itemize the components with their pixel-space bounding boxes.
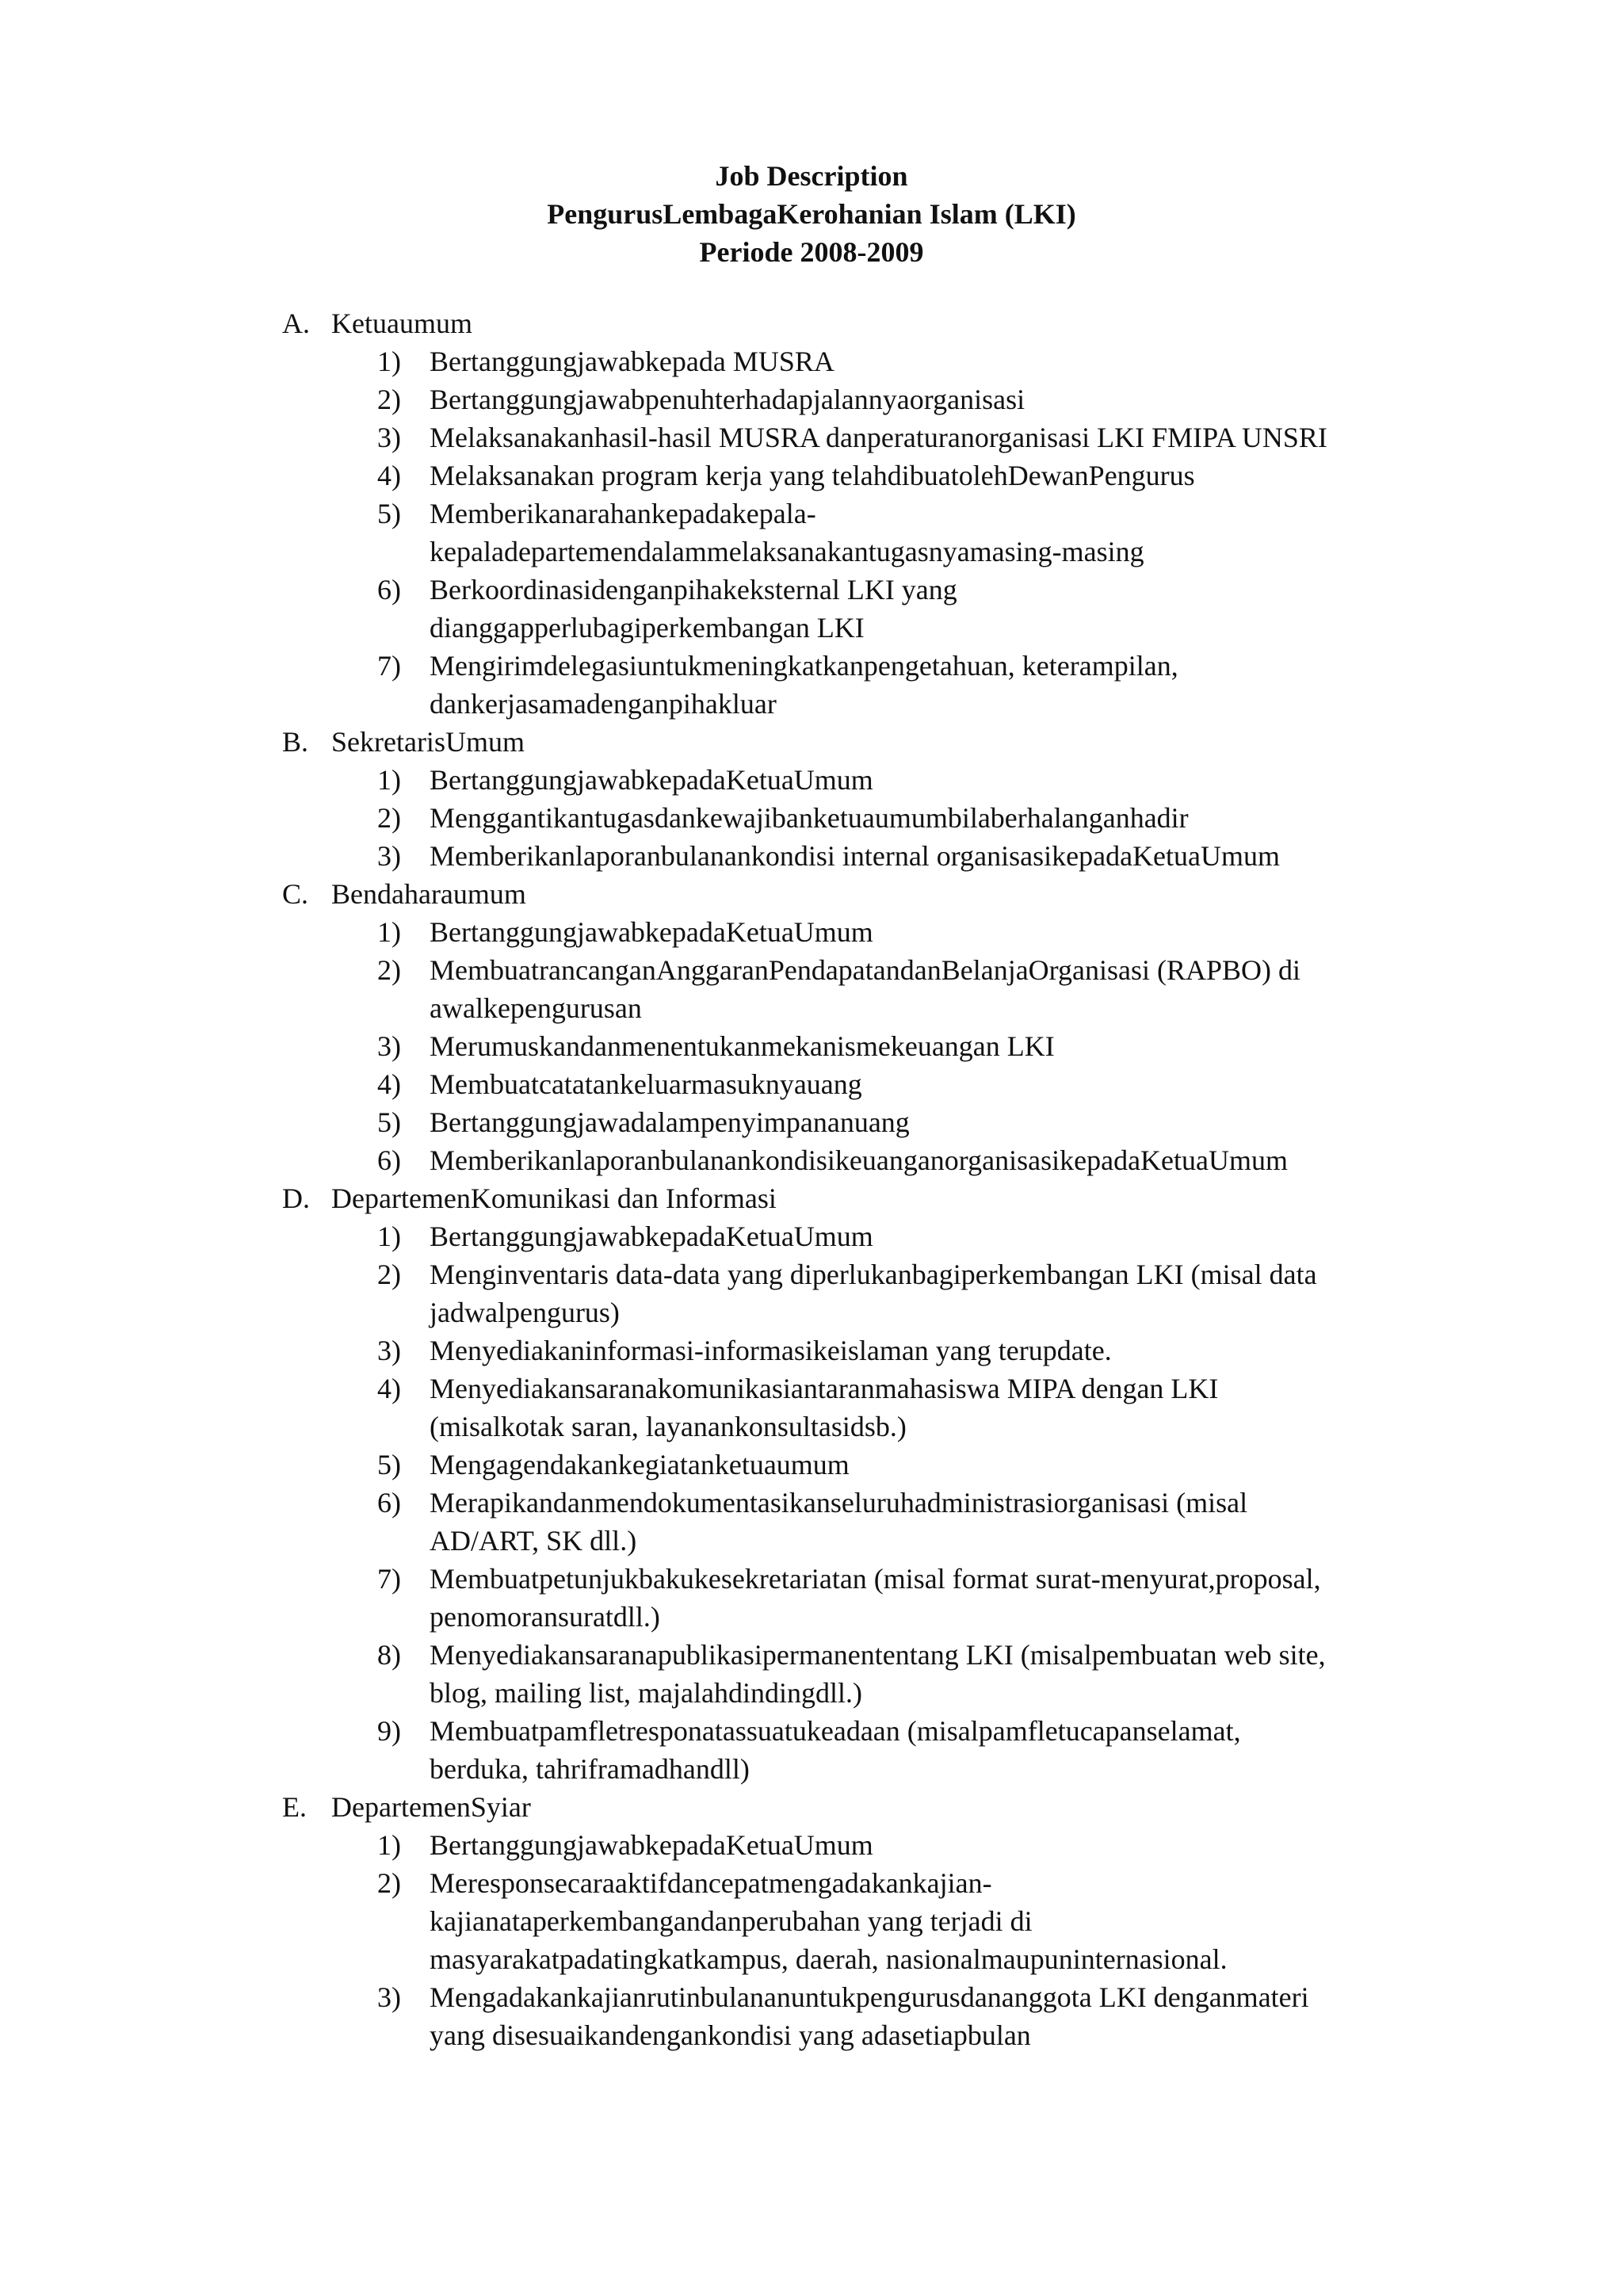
duty-item	[282, 1826, 1518, 1864]
duty-text: Mengagendakankegiatanketuaumum	[430, 1449, 850, 1480]
duty-text: jadwalpengurus)	[430, 1297, 620, 1328]
duty-text: Bertanggungjawabpenuhterhadapjalannyaorganisasi	[430, 384, 1025, 415]
duty-text: Mengadakankajianrutinbulananuntukpengurusdananggota LKI denganmateri	[430, 1981, 1309, 2013]
duty-number: 5)	[377, 498, 401, 529]
duty-text: Membuatpetunjukbakukesekretariatan (misal format surat-menyurat,proposal,	[430, 1563, 1321, 1595]
duty-text: Memberikanlaporanbulanankondisi internal organisasikepadaKetuaUmum	[430, 840, 1281, 872]
duty-text: kajianataperkembangandanperubahan yang terjadi di	[430, 1905, 1033, 1937]
section-letter: C.	[282, 878, 309, 910]
duty-number: 1)	[377, 1829, 401, 1861]
duty-text: Melaksanakanhasil-hasil MUSRA danperaturanorganisasi LKI FMIPA UNSRI	[430, 422, 1327, 453]
duty-text: Membuatpamfletresponatassuatukeadaan (misalpamfletucapanselamat,	[430, 1715, 1241, 1747]
duty-item	[282, 1255, 1518, 1331]
duty-text: Mengirimdelegasiuntukmeningkatkanpengetahuan, keterampilan,	[430, 650, 1178, 682]
section-title: Ketuaumum	[331, 308, 472, 339]
duty-list	[282, 761, 1518, 875]
duty-number: 2)	[377, 802, 401, 834]
duty-text: Menyediakansaranakomunikasiantaranmahasiswa MIPA dengan LKI	[430, 1373, 1219, 1404]
duty-item	[282, 647, 1518, 723]
section-heading	[282, 723, 1518, 761]
duty-number: 1)	[377, 764, 401, 796]
duty-item	[282, 380, 1518, 418]
duty-text: Berkoordinasidenganpihakeksternal LKI yang	[430, 574, 957, 606]
duty-item	[282, 1446, 1518, 1484]
duty-item	[282, 457, 1518, 495]
duty-text: dankerjasamadenganpihakluar	[430, 688, 777, 720]
duty-item	[282, 1027, 1518, 1065]
duty-text: Meresponsecaraaktifdancepatmengadakankajian-	[430, 1867, 992, 1899]
doc-period: Periode 2008-2009	[699, 236, 924, 268]
section-title: DepartemenKomunikasi dan Informasi	[331, 1182, 777, 1214]
section-letter: D.	[282, 1182, 310, 1214]
duty-text: BertanggungjawabkepadaKetuaUmum	[430, 916, 873, 948]
duty-text: Menggantikantugasdankewajibanketuaumumbilaberhalanganhadir	[430, 802, 1189, 834]
duty-number: 8)	[377, 1639, 401, 1671]
duty-item	[282, 837, 1518, 875]
duty-number: 4)	[377, 460, 401, 491]
duty-list	[282, 1217, 1518, 1788]
duty-item	[282, 913, 1518, 951]
duty-item	[282, 1217, 1518, 1255]
duty-number: 2)	[377, 954, 401, 986]
duty-item	[282, 1484, 1518, 1560]
duty-item	[282, 1370, 1518, 1446]
duty-text: awalkepengurusan	[430, 992, 642, 1024]
duty-number: 3)	[377, 1981, 401, 2013]
duty-text: MembuatrancanganAnggaranPendapatandanBelanjaOrganisasi (RAPBO) di	[430, 954, 1301, 986]
section-title: SekretarisUmum	[331, 726, 525, 758]
doc-title: Job Description	[715, 160, 908, 192]
duty-text: Memberikanarahankepadakepala-	[430, 498, 816, 529]
duty-item	[282, 1141, 1518, 1179]
duty-item	[282, 799, 1518, 837]
duty-item	[282, 761, 1518, 799]
title-block	[0, 157, 1623, 271]
duty-text: Merapikandanmendokumentasikanseluruhadministrasiorganisasi (misal	[430, 1487, 1248, 1519]
duty-text: Membuatcatatankeluarmasuknyauang	[430, 1068, 862, 1100]
duty-number: 1)	[377, 916, 401, 948]
duty-number: 3)	[377, 1030, 401, 1062]
duty-text: Melaksanakan program kerja yang telahdibuatolehDewanPengurus	[430, 460, 1195, 491]
duty-item	[282, 1065, 1518, 1103]
section-e	[282, 1788, 1518, 2054]
duty-text: Menginventaris data-data yang diperlukanbagiperkembangan LKI (misal data	[430, 1259, 1317, 1290]
section-heading	[282, 304, 1518, 342]
duty-item	[282, 1560, 1518, 1636]
duty-item	[282, 1103, 1518, 1141]
duty-list	[282, 913, 1518, 1179]
duty-item	[282, 1712, 1518, 1788]
duty-number: 2)	[377, 384, 401, 415]
duty-text: masyarakatpadatingkatkampus, daerah, nasionalmaupuninternasional.	[430, 1943, 1228, 1975]
section-title: DepartemenSyiar	[331, 1791, 531, 1823]
duty-number: 3)	[377, 840, 401, 872]
duty-item	[282, 1331, 1518, 1370]
section-c	[282, 875, 1518, 1179]
duty-text: Merumuskandanmenentukanmekanismekeuangan LKI	[430, 1030, 1055, 1062]
duty-number: 5)	[377, 1449, 401, 1480]
duty-number: 6)	[377, 574, 401, 606]
section-heading	[282, 1788, 1518, 1826]
duty-text: Bertanggungjawabkepada MUSRA	[430, 346, 834, 377]
duty-number: 1)	[377, 1221, 401, 1252]
section-title: Bendaharaumum	[331, 878, 526, 910]
duty-text: penomoransuratdll.)	[430, 1601, 660, 1633]
section-b	[282, 723, 1518, 875]
duty-text: kepaladepartemendalammelaksanakantugasnyamasing-masing	[430, 536, 1144, 567]
duty-number: 1)	[377, 346, 401, 377]
duty-text: yang disesuaikandengankondisi yang adasetiapbulan	[430, 2019, 1031, 2051]
duty-number: 4)	[377, 1068, 401, 1100]
duty-number: 9)	[377, 1715, 401, 1747]
section-a	[282, 304, 1518, 723]
duty-number: 2)	[377, 1259, 401, 1290]
duty-text: Bertanggungjawadalampenyimpananuang	[430, 1106, 910, 1138]
duty-text: BertanggungjawabkepadaKetuaUmum	[430, 764, 873, 796]
duty-item	[282, 951, 1518, 1027]
section-heading	[282, 875, 1518, 913]
duty-number: 6)	[377, 1487, 401, 1519]
duty-item	[282, 495, 1518, 571]
section-letter: A.	[282, 308, 310, 339]
duty-text: dianggapperlubagiperkembangan LKI	[430, 612, 865, 644]
duty-item	[282, 1864, 1518, 1978]
job-description-list	[282, 304, 1518, 2054]
duty-number: 4)	[377, 1373, 401, 1404]
duty-number: 7)	[377, 650, 401, 682]
duty-number: 7)	[377, 1563, 401, 1595]
duty-text: MemberikanlaporanbulanankondisikeuanganorganisasikepadaKetuaUmum	[430, 1144, 1289, 1176]
duty-number: 3)	[377, 1335, 401, 1366]
doc-subtitle: PengurusLembagaKerohanian Islam (LKI)	[547, 198, 1076, 230]
duty-item	[282, 342, 1518, 380]
duty-text: Menyediakansaranapublikasipermanententang LKI (misalpembuatan web site,	[430, 1639, 1326, 1671]
duty-text: berduka, tahriframadhandll)	[430, 1753, 750, 1785]
duty-item	[282, 1636, 1518, 1712]
section-letter: B.	[282, 726, 309, 758]
duty-item	[282, 1978, 1518, 2054]
duty-item	[282, 571, 1518, 647]
duty-list	[282, 1826, 1518, 2054]
duty-text: AD/ART, SK dll.)	[430, 1525, 637, 1557]
duty-number: 5)	[377, 1106, 401, 1138]
duty-text: (misalkotak saran, layanankonsultasidsb.)	[430, 1411, 907, 1442]
duty-text: Menyediakaninformasi-informasikeislaman yang terupdate.	[430, 1335, 1112, 1366]
duty-number: 2)	[377, 1867, 401, 1899]
duty-text: blog, mailing list, majalahdindingdll.)	[430, 1677, 862, 1709]
section-letter: E.	[282, 1791, 307, 1823]
duty-text: BertanggungjawabkepadaKetuaUmum	[430, 1829, 873, 1861]
duty-item	[282, 418, 1518, 457]
section-d	[282, 1179, 1518, 1788]
duty-number: 3)	[377, 422, 401, 453]
duty-number: 6)	[377, 1144, 401, 1176]
section-heading	[282, 1179, 1518, 1217]
duty-list	[282, 342, 1518, 723]
duty-text: BertanggungjawabkepadaKetuaUmum	[430, 1221, 873, 1252]
